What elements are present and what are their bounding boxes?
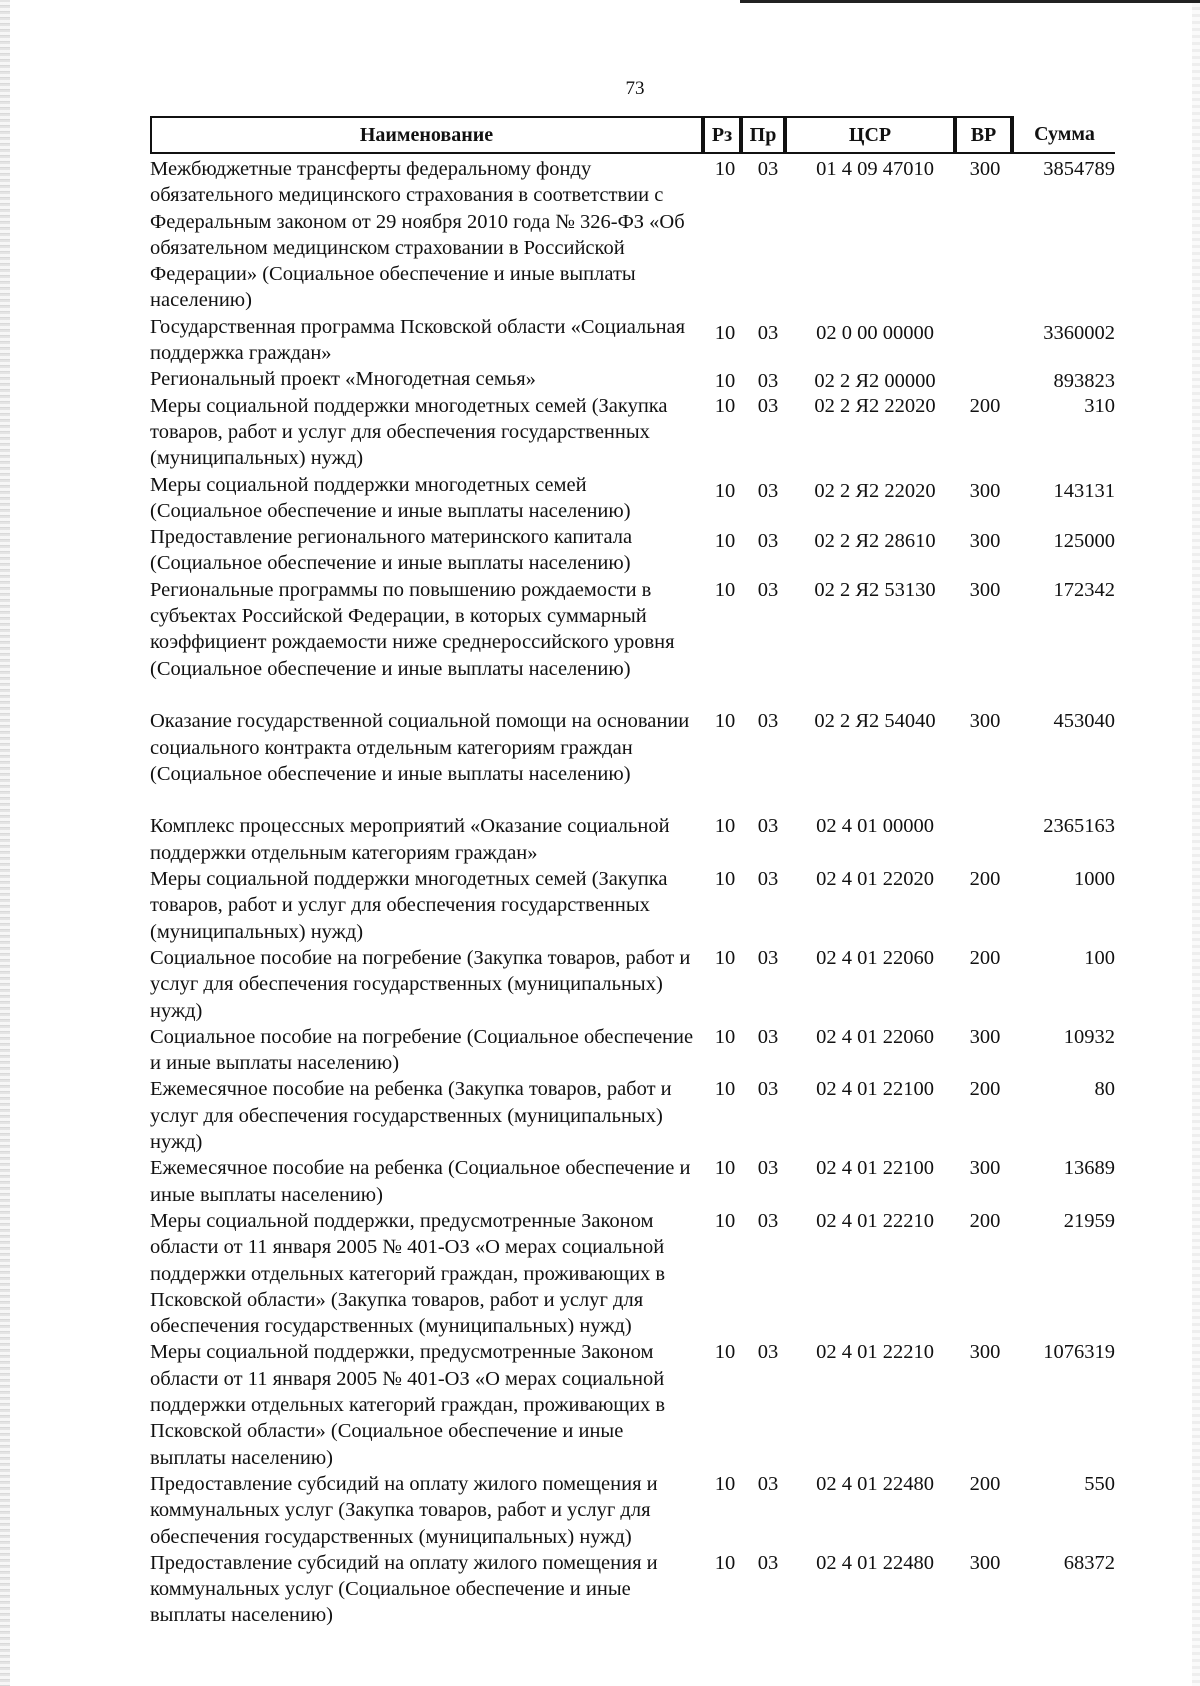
row-pr: 03 <box>757 1025 779 1048</box>
row-rz: 10 <box>714 1472 736 1495</box>
row-pr: 03 <box>757 530 779 553</box>
table-row <box>0 1155 1200 1208</box>
row-csr: 02 4 01 00000 <box>816 815 934 838</box>
row-vr: 300 <box>969 530 1001 553</box>
row-pr: 03 <box>757 1078 779 1101</box>
table-row <box>0 813 1200 866</box>
row-sum: 172342 <box>1053 578 1115 601</box>
row-name: Меры социальной поддержки многодетных семей (Социальное обеспечение и иные выплаты населению) <box>150 473 631 522</box>
row-vr: 300 <box>969 578 1001 601</box>
table-row <box>0 1076 1200 1155</box>
row-pr: 03 <box>757 1157 779 1180</box>
row-rz: 10 <box>714 1157 736 1180</box>
row-name: Предоставление регионального материнского капитала (Социальное обеспечение и иные выплаты населению) <box>150 526 633 575</box>
row-rz: 10 <box>714 1078 736 1101</box>
row-csr: 02 4 01 22060 <box>816 946 934 969</box>
row-sum: 1076319 <box>1043 1341 1115 1364</box>
row-sum: 80 <box>1094 1078 1115 1101</box>
row-pr: 03 <box>757 710 779 733</box>
row-vr: 200 <box>969 946 1001 969</box>
row-vr: 200 <box>969 1472 1001 1495</box>
row-name: Меры социальной поддержки, предусмотренные Законом области от 11 января 2005 № 401-ОЗ «О мерах социальной поддержки отдельных категорий граждан, проживающих в Псковской области» (Закупка товаров, работ и услуг для обеспечения государственных (муниципальных) нужд) <box>150 1209 666 1338</box>
row-vr: 300 <box>969 1157 1001 1180</box>
table-body <box>0 156 1200 1629</box>
row-sum: 143131 <box>1053 479 1115 502</box>
row-pr: 03 <box>757 479 779 502</box>
scan-top-line <box>740 0 1200 3</box>
row-name: Меры социальной поддержки, предусмотренные Законом области от 11 января 2005 № 401-ОЗ «О мерах социальной поддержки отдельных категорий граждан, проживающих в Псковской области» (Социальное обеспечение и иные выплаты населению) <box>150 1341 666 1469</box>
row-csr: 02 2 Я2 28610 <box>814 530 936 553</box>
row-rz: 10 <box>714 710 736 733</box>
row-rz: 10 <box>714 321 736 344</box>
row-pr: 03 <box>757 815 779 838</box>
row-rz: 10 <box>714 868 736 891</box>
table-row <box>0 577 1200 709</box>
row-sum: 1000 <box>1074 868 1115 891</box>
row-sum: 3854789 <box>1043 158 1115 180</box>
row-rz: 10 <box>714 158 736 180</box>
row-name: Комплекс процессных мероприятий «Оказание социальной поддержки отдельным категориям граждан» <box>150 815 670 864</box>
row-vr: 300 <box>969 479 1001 502</box>
row-rz: 10 <box>714 815 736 838</box>
row-sum: 453040 <box>1053 710 1115 733</box>
row-vr: 300 <box>969 1551 1001 1574</box>
row-csr: 02 2 Я2 22020 <box>814 479 936 502</box>
row-sum: 550 <box>1084 1472 1115 1495</box>
row-name: Предоставление субсидий на оплату жилого помещения и коммунальных услуг (Социальное обеспечение и иные выплаты населению) <box>150 1551 658 1627</box>
row-csr: 02 4 01 22020 <box>816 868 934 891</box>
row-sum: 125000 <box>1053 530 1115 553</box>
row-pr: 03 <box>757 1209 779 1232</box>
row-name: Меры социальной поддержки многодетных семей (Закупка товаров, работ и услуг для обеспечения государственных (муниципальных) нужд) <box>150 868 668 943</box>
row-pr: 03 <box>757 1472 779 1495</box>
row-pr: 03 <box>757 1551 779 1574</box>
row-vr: 300 <box>969 1025 1001 1048</box>
row-name: Ежемесячное пособие на ребенка (Социальное обеспечение и иные выплаты населению) <box>150 1157 691 1206</box>
row-name: Государственная программа Псковской области «Социальная поддержка граждан» <box>150 315 686 365</box>
row-rz: 10 <box>714 479 736 502</box>
row-name: Оказание государственной социальной помощи на основании социального контракта отдельным категориям граждан (Социальное обеспечение и иные выплаты населению) <box>150 710 690 785</box>
table-row <box>0 945 1200 1024</box>
row-sum: 68372 <box>1063 1551 1115 1574</box>
header-pr: Пр <box>741 116 785 154</box>
row-vr: 200 <box>969 1209 1001 1232</box>
row-rz: 10 <box>714 1341 736 1364</box>
table-header <box>150 116 1115 154</box>
row-rz: 10 <box>714 1551 736 1574</box>
row-csr: 02 0 00 00000 <box>816 321 934 344</box>
row-sum: 13689 <box>1063 1157 1115 1180</box>
row-csr: 02 2 Я2 54040 <box>814 710 936 733</box>
row-csr: 02 4 01 22210 <box>816 1341 934 1364</box>
page-number: 73 <box>625 78 645 99</box>
table-row <box>0 366 1200 392</box>
row-csr: 02 4 01 22100 <box>816 1078 934 1101</box>
row-vr: 200 <box>969 1078 1001 1101</box>
header-csr: ЦСР <box>785 116 955 154</box>
row-vr: 200 <box>969 394 1001 417</box>
row-rz: 10 <box>714 578 736 601</box>
row-sum: 310 <box>1084 394 1115 417</box>
row-sum: 10932 <box>1063 1025 1115 1048</box>
row-csr: 02 4 01 22480 <box>816 1472 934 1495</box>
row-csr: 02 4 01 22100 <box>816 1157 934 1180</box>
table-row <box>0 708 1200 813</box>
table-row <box>0 1550 1200 1629</box>
row-sum: 21959 <box>1063 1209 1115 1232</box>
table-row <box>0 1339 1200 1471</box>
row-sum: 3360002 <box>1043 321 1115 344</box>
table-row <box>0 472 1200 525</box>
table-row <box>0 156 1200 314</box>
row-pr: 03 <box>757 868 779 891</box>
row-pr: 03 <box>757 578 779 601</box>
row-name: Региональный проект «Многодетная семья» <box>150 368 536 391</box>
row-pr: 03 <box>757 158 779 180</box>
header-vr: ВР <box>955 116 1012 154</box>
row-csr: 02 4 01 22480 <box>816 1551 934 1574</box>
table-row <box>0 524 1200 577</box>
row-sum: 893823 <box>1053 370 1115 393</box>
row-rz: 10 <box>714 370 736 393</box>
row-sum: 100 <box>1084 946 1115 969</box>
table-row <box>0 1024 1200 1077</box>
table-row <box>0 314 1200 367</box>
row-pr: 03 <box>757 321 779 344</box>
row-rz: 10 <box>714 1209 736 1232</box>
row-name: Региональные программы по повышению рождаемости в субъектах Российской Федерации, в которых суммарный коэффициент рождаемости ниже среднероссийского уровня (Социальное обеспечение и иные выплаты населению) <box>150 578 675 680</box>
table-row <box>0 393 1200 472</box>
row-name: Социальное пособие на погребение (Закупка товаров, работ и услуг для обеспечения государственных (муниципальных) нужд) <box>150 946 691 1022</box>
row-csr: 02 4 01 22060 <box>816 1025 934 1048</box>
row-vr: 200 <box>969 868 1001 891</box>
row-rz: 10 <box>714 946 736 969</box>
row-pr: 03 <box>757 370 779 393</box>
row-csr: 02 4 01 22210 <box>816 1209 934 1232</box>
row-csr: 02 2 Я2 22020 <box>814 394 936 417</box>
row-name: Межбюджетные трансферты федеральному фонду обязательного медицинского страхования в соответствии с Федеральным законом от 29 ноября 2010 года № 326-ФЗ «Об обязательном медицинском страховании в Российской Федерации» (Социальное обеспечение и иные выплаты населению) <box>150 158 685 312</box>
row-pr: 03 <box>757 1341 779 1364</box>
row-name: Предоставление субсидий на оплату жилого помещения и коммунальных услуг (Закупка товаров, работ и услуг для обеспечения государственных (муниципальных) нужд) <box>150 1472 658 1548</box>
row-csr: 02 2 Я2 00000 <box>814 370 936 393</box>
header-rz: Рз <box>703 116 741 154</box>
header-sum: Сумма <box>1012 116 1115 154</box>
row-rz: 10 <box>714 394 736 417</box>
row-pr: 03 <box>757 946 779 969</box>
row-name: Ежемесячное пособие на ребенка (Закупка товаров, работ и услуг для обеспечения государственных (муниципальных) нужд) <box>150 1078 672 1154</box>
table-row <box>0 1471 1200 1550</box>
row-vr: 300 <box>969 1341 1001 1364</box>
table-row <box>0 1208 1200 1340</box>
row-name: Меры социальной поддержки многодетных семей (Закупка товаров, работ и услуг для обеспечения государственных (муниципальных) нужд) <box>150 394 668 470</box>
row-sum: 2365163 <box>1043 815 1115 838</box>
row-pr: 03 <box>757 394 779 417</box>
row-vr: 300 <box>969 710 1001 733</box>
table-row <box>0 866 1200 945</box>
row-csr: 02 2 Я2 53130 <box>814 578 936 601</box>
header-name: Наименование <box>150 116 703 154</box>
row-rz: 10 <box>714 530 736 553</box>
row-vr: 300 <box>969 158 1001 180</box>
row-name: Социальное пособие на погребение (Социальное обеспечение и иные выплаты населению) <box>150 1025 694 1075</box>
row-csr: 01 4 09 47010 <box>816 158 934 180</box>
row-rz: 10 <box>714 1025 736 1048</box>
